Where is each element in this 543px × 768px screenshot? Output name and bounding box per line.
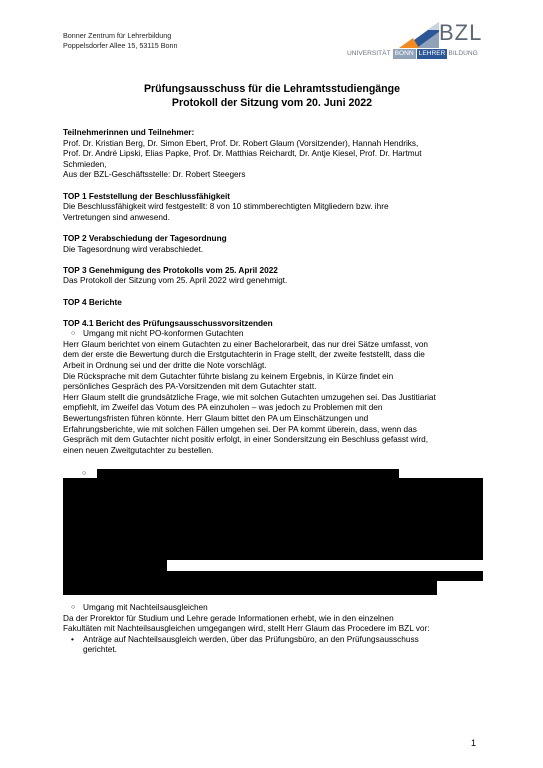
redaction-bar: [63, 581, 437, 595]
sender-address: [63, 31, 178, 51]
redaction-bar: [63, 478, 483, 538]
item3-text: Da der Prorektor für Studium und Lehre gerade Informationen erhebt, wie in den einzelnen: [63, 613, 394, 623]
top1-text: Vertretungen sind anwesend.: [63, 212, 170, 222]
list-item: [63, 635, 483, 646]
redaction-bar: [63, 538, 483, 549]
item3-text: Fakultäten mit Nachteilsausgleichen umgegangen wird, stellt Herr Glaum das Procedere im BZL vor:: [63, 624, 430, 634]
item3-bullet-text: Anträge auf Nachteilsausgleich werden, über das Prüfungsbüro, an den Prüfungsausschuss: [83, 634, 419, 644]
redaction-bar: [63, 549, 167, 571]
title-line: Prüfungsausschuss für die Lehramtsstudiengänge: [143, 83, 401, 95]
participants-line: Schmieden,: [63, 159, 107, 169]
participants-line: Prof. Dr. Kristian Berg, Dr. Simon Ebert, Prof. Dr. Robert Glaum (Vorsitzender), Hannah Hendriks,: [63, 138, 419, 148]
redacted-block: [63, 469, 483, 595]
logo-lehrer: LEHRER: [418, 50, 446, 57]
participants-line: Aus der BZL-Geschäftsstelle: Dr. Robert Steegers: [63, 170, 246, 180]
redaction-bar: [97, 469, 399, 478]
top2-text: Die Tagesordnung wird verabschiedet.: [63, 244, 204, 254]
item1-text: Die Rücksprache mit dem Gutachter führte bislang zu keinem Ergebnis, in Kürze findet ein: [63, 371, 394, 381]
item1-title: Umgang mit nicht PO-konformen Gutachten: [83, 329, 244, 339]
item1-text: Herr Glaum berichtet von einem Gutachten zu einer Bachelorarbeit, das nur drei Sätze umfasst, von: [63, 339, 429, 349]
logo-wordmark: [347, 49, 488, 59]
item1-text: Gespräch mit dem Gutachter nicht positiv erfolgt, in einer Sondersitzung ein Beschluss gefasst wird,: [63, 435, 429, 445]
top4-1-heading: TOP 4.1 Bericht des Prüfungsausschussvorsitzenden: [63, 318, 273, 328]
top2-heading: TOP 2 Verabschiedung der Tagesordnung: [63, 233, 227, 243]
logo-bildung: BILDUNG: [448, 50, 478, 57]
list-item-continuation: [63, 645, 483, 656]
list-item: [63, 329, 483, 340]
list-item: [63, 603, 483, 614]
logo-universitaet: UNIVERSITÄT: [347, 50, 391, 57]
logo-acronym: BZL: [439, 20, 483, 45]
dot-bullet-icon: •: [71, 634, 74, 644]
bzl-logo-graphic: [399, 22, 439, 48]
participants-line: Prof. Dr. André Lipski, Elias Papke, Prof. Dr. Matthias Reichardt, Dr. Antje Kiesel, Prof. Dr. Hartmut: [63, 149, 422, 159]
item1-text: dem der erste die Bewertung durch die Erstgutachterin in Frage stellt, der zweite feststellt, dass die: [63, 350, 425, 360]
logo-bonn: BONN: [394, 50, 414, 57]
item1-text: Arbeit in Ordnung sei und der dritte die Note vorschlägt.: [63, 361, 267, 371]
top3-heading: TOP 3 Genehmigung des Protokolls vom 25. April 2022: [63, 265, 278, 275]
circle-bullet-icon: ○: [82, 470, 87, 477]
document-title: [63, 82, 481, 110]
item1-text: Bewertungsfristen führen könnte. Herr Glaum bittet den PA um Einschätzungen und: [63, 414, 369, 424]
bzl-logo: [347, 22, 487, 58]
top1-heading: TOP 1 Feststellung der Beschlussfähigkeit: [63, 191, 231, 201]
circle-bullet-icon: ○: [71, 604, 76, 611]
item1-text: Herr Glaum stellt die grundsätzliche Frage, wie mit solchen Gutachten umzugehen sei. Das Justitiariat: [63, 392, 436, 402]
page-number: 1: [471, 738, 477, 748]
item1-text: persönliches Gespräch des PA-Vorsitzenden mit dem Gutachter statt.: [63, 382, 317, 392]
item1-text: empfiehlt, im Zweifel das Votum des PA einzuholen – was jedoch zu Problemen mit den: [63, 403, 383, 413]
address-line: Poppelsdorfer Allee 15, 53115 Bonn: [63, 41, 178, 50]
top1-text: Die Beschlussfähigkeit wird festgestellt: 8 von 10 stimmberechtigten Mitgliedern bzw. ihre: [63, 202, 389, 212]
top3-text: Das Protokoll der Sitzung vom 25. April 2022 wird genehmigt.: [63, 276, 288, 286]
document-body: [63, 128, 483, 656]
title-line: Protokoll der Sitzung vom 20. Juni 2022: [171, 97, 373, 109]
item3-title: Umgang mit Nachteilsausgleichen: [83, 603, 208, 612]
address-line: Bonner Zentrum für Lehrerbildung: [63, 31, 172, 40]
redaction-bar: [63, 571, 483, 581]
circle-bullet-icon: ○: [71, 330, 76, 338]
participants-heading: Teilnehmerinnen und Teilnehmer:: [63, 128, 195, 137]
item1-text: einen neuen Zweitgutachter zu bestellen.: [63, 445, 214, 455]
item3-bullet-text: gerichtet.: [83, 645, 117, 655]
top4-heading: TOP 4 Berichte: [63, 297, 122, 307]
item1-text: Erfahrungsberichte, wie mit solchen Fällen umgehen sei. Der PA kommt überein, dass, wenn das: [63, 424, 417, 434]
